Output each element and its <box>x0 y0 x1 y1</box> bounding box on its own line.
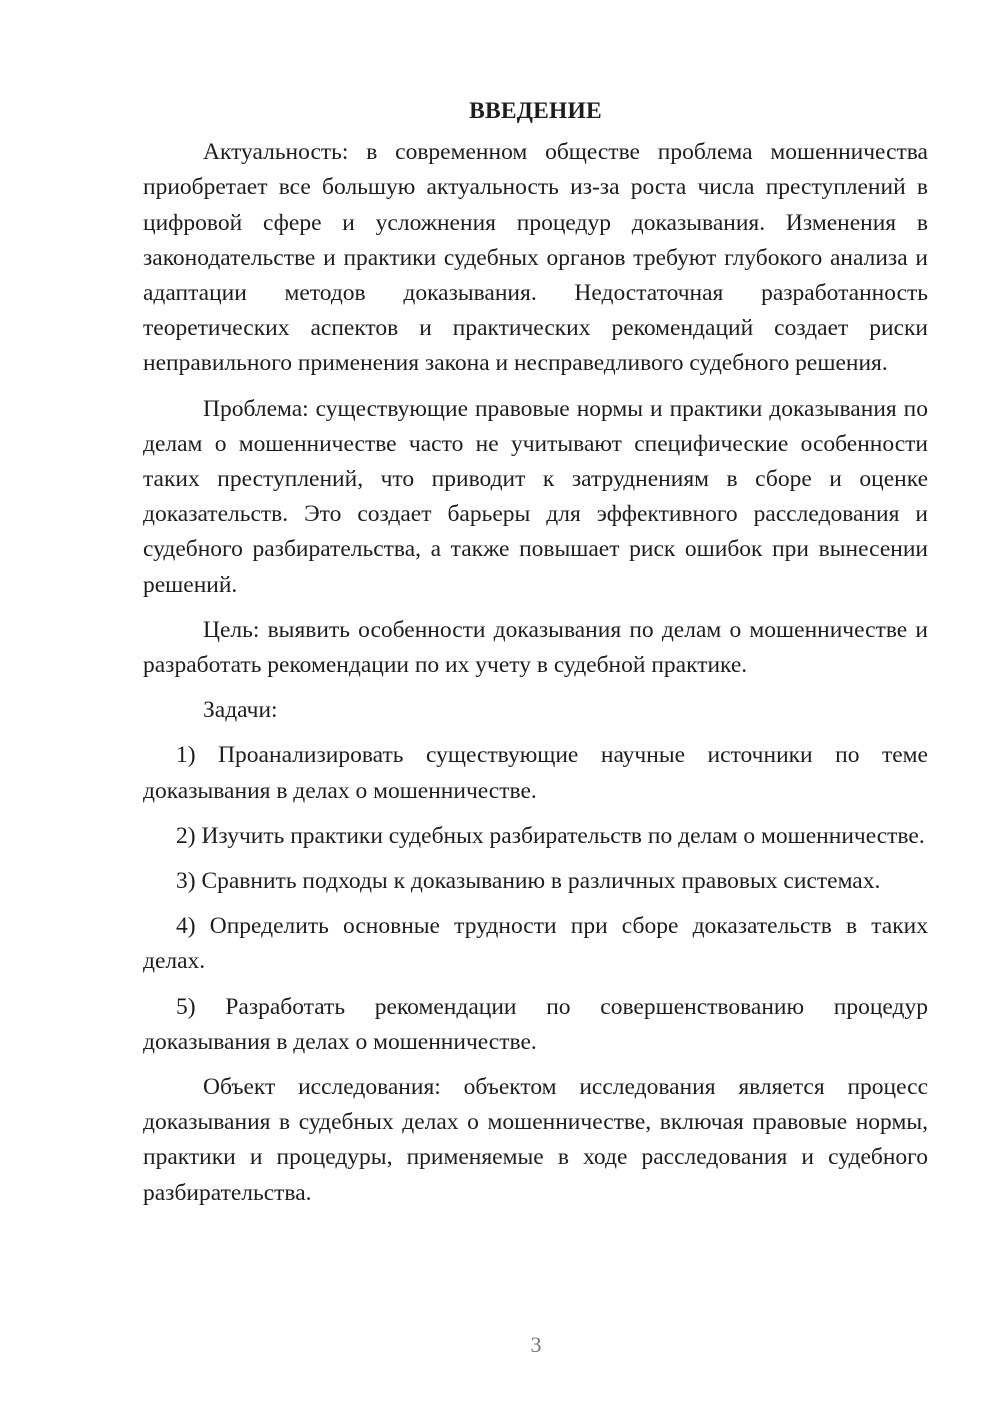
task-item-1: 1) Проанализировать существующие научные источники по теме доказывания в делах о мошенничестве. <box>143 742 928 804</box>
relevance-paragraph: Актуальность: в современном обществе проблема мошенничества приобретает все большую актуальность из-за роста числа преступлений в цифровой сфере и усложнения процедур доказывания. Изменения в законодательстве и практики судебных органов требуют глубокого анализа и адаптации методов доказывания. Недостаточная разработанность теоретических аспектов и практических рекомендаций создает риски неправильного применения закона и несправедливого судебного решения. <box>143 139 928 377</box>
goal-paragraph: Цель: выявить особенности доказывания по делам о мошенничестве и разработать рекомендации по их учету в судебной практике. <box>143 616 928 679</box>
object-paragraph: Объект исследования: объектом исследования является процесс доказывания в судебных делах о мошенничестве, включая правовые нормы, практики и процедуры, применяемые в ходе расследования и судебного разбирательства. <box>143 1074 928 1206</box>
page-number: 3 <box>530 1332 542 1357</box>
task-item-5: 5) Разработать рекомендации по совершенствованию процедур доказывания в делах о мошенничестве. <box>143 993 928 1055</box>
task-item-4: 4) Определить основные трудности при сборе доказательств в таких делах. <box>143 913 928 975</box>
page-content <box>143 94 928 1221</box>
tasks-heading: Задачи: <box>203 697 278 724</box>
task-item-3: 3) Сравнить подходы к доказыванию в различных правовых системах. <box>176 868 881 895</box>
problem-paragraph: Проблема: существующие правовые нормы и практики доказывания по делам о мошенничестве часто не учитывают специфические особенности таких преступлений, что приводит к затруднениям в сборе и оценке доказательств. Это создает барьеры для эффективного расследования и судебного разбирательства, а также повышает риск ошибок при вынесении решений. <box>143 395 928 598</box>
task-item-2: 2) Изучить практики судебных разбирательств по делам о мошенничестве. <box>176 822 925 849</box>
section-heading: ВВЕДЕНИЕ <box>469 98 602 124</box>
